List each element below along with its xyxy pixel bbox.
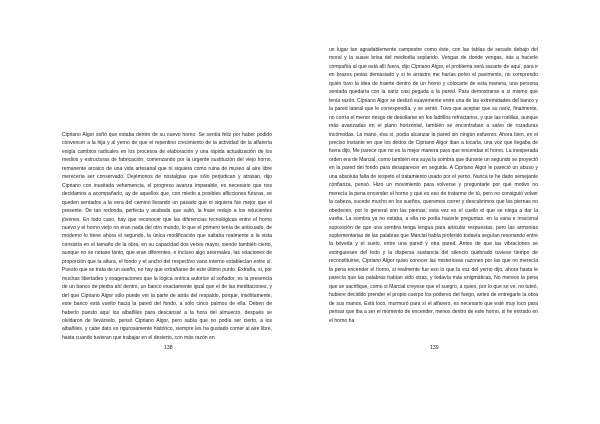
- right-page-text: [329, 46, 538, 325]
- right-page-paragraph: un lugar tan agradablemente campestre como éste, con las tablas de secado debajo del moral y la suave brisa del mediodía soplando. Vengas de donde vengas, irás a hacerle compañía al que está allí fuera, dijo Cipriano Algor, el problema será sacarte de aquí, para ir en brazos pesas demasiado y si te arrastro me harías polvo el pavimento, no comprendo quién tuvo la idea de traerte dentro de un horno y colocarte de esta manera, una persona sentada quedaría con la nariz casi pegada a la pared. Para demostrarse a sí mismo que tenía razón, Cipriano Algor se deslizó suavemente entre una de las extremidades del banco y la pared lateral que le correspondía, y se sentó. Tuvo que aceptar que su nariz, finalmente, no corría el menor riesgo de desollarse en los ladrillos refractarios, y que las rodillas, aunque más avanzadas en el plano horizontal, también se encontraban a salvo de rozaduras incómodas. La mano, ésa sí, podía alcanzar la pared sin ningún esfuerzo. Ahora bien, en el preciso instante en que los dedos de Cipriano Algor iban a tocarla, una voz que llegaba de fuera dijo, Me parece que no es la mejor manera para que encendas el horno. La inesperada orden era de Marcial, como también era suya la sombra que durante un segundo se proyectó en la pared del fondo para desaparecer en seguida. A Cipriano Algor le pareció un abuso y una absoluta falta de respeto el tratamiento usado por el yerno, Nunca te he dado semejante confianza, pensó. Hizo un movimiento para volverse y preguntarle por qué motivo no merecía la pena encender el horno y qué es eso de tratarme de tú, pero no consiguió volver la cabeza, sucede mucho en los sueños, queremos correr y descubrimos que las piernas no obedecen, por lo general son las piernas, esta vez es el cuello el que se niega a dar la vuelta. La sombra ya no estaba, a ella no podía hacerle preguntas, en la vana e irracional suposición de que una sombra tenga lengua para articular respuestas, pero las armonías suplementarias de las palabras que Marcial había proferido todavía seguían resonando entre la bóveda y el suelo, entre una pared y otra pared. Antes de que las vibraciones se extinguiesen del todo y la dispersa sustancia del silencio quebrado tuviese tiempo de reconstituirse, Cipriano Algor quiso conocer las misteriosas razones por las que no merecía la pena encender el horno, si realmente fue eso lo que la voz del yerno dijo, ahora hasta le parecía que las palabras habían sido otras, y todavía más enigmáticas, No merece la pena que se sacrifique, como si Marcial creyese que el suegro, a quien, por lo que se ve, no tuteó, hubiere decidido prender el propio cuerpo los poderes del fuego, antes de entregarle la obra de sus manos. Está loco, murmuró para sí el alfarero, es necesario que esté muy loco para pensar que iba a ser el momento de encender, menos dentro de este horno, si he entrado en el horno ha: [329, 47, 539, 324]
- left-page-paragraph: Cipriano Algor soñó que estaba dentro de su nuevo horno. Se sentía feliz por haber podido convencer a la hija y al yerno de que el repentino crecimiento de la actividad de la alfarería exigía cambios radicales en los procesos de elaboración y una rápida actualización de los medios y estructuras de fabricación, comenzando por la urgente sustitución del viejo horno, remanente arcaico de una vida artesanal que ni siquiera como ruina de museo al aire libre merecería ser conservado. Dejémonos de nostalgias que sólo perjudican y atrasan, dijo Cipriano con inusitada vehemencia, el progreso avanza imparable, es necesario que nos decidamos a acompañarlo, ay de aquellos que, con miedo a posibles aflicciones futuras, se queden sentados a la vera del camino llorando un pasado que ni siquiera fue mejor que el presente. De tan redonda, perfecta y acabada que salió, la frase redujo a los relucientes jóvenes. En todo caso, hay que reconocer que las diferencias tecnológicas entre el horno nuevo y el horno viejo no eran nada del otro mundo, lo que el primero tenía de anticuado, de moderno lo tiene ahora el segundo, la única modificación que saltaba realmente a la vista consistía en el tamaño de la obra, en su capacidad dos veces mayor, siendo también cierto, aunque no se notase tanto, que eran diferentes, e incluso algo anormales, las relaciones de proporción que la altura, el fondo y el ancho del respectivo vano interno establecían entre sí. Puesto que se trata de un sueño, no hay que extrañarse de este último punto. Extraña, sí, por muchas libertades y exageraciones que la lógica onírica autorice al soñador, es la presencia de un banco de piedra ahí dentro, un banco exactamente igual que el de las meditaciones, y del que Cipriano Algor sólo puede ver la parte de atrás del respaldo, porque, insólitamente, este banco está vuelto hacia la pared del fondo, a sólo cinco palmos de ella. Deben de haberlo puesto aquí los albañiles para descansar a la hora del almuerzo, después se olvidaron de llevárselo, pensó Cipriano Algor, pero sabía que no podía ser cierto, a los albañiles, y cabe dato es rigurosamente histórico, siempre les ha gustado comer al aire libre, hasta cuando tuvieran que trabajar en el desierto, con más razón en: [62, 132, 272, 341]
- right-page-number: 139: [430, 345, 439, 351]
- left-page-text: [62, 131, 272, 342]
- left-page-number: 138: [164, 345, 173, 351]
